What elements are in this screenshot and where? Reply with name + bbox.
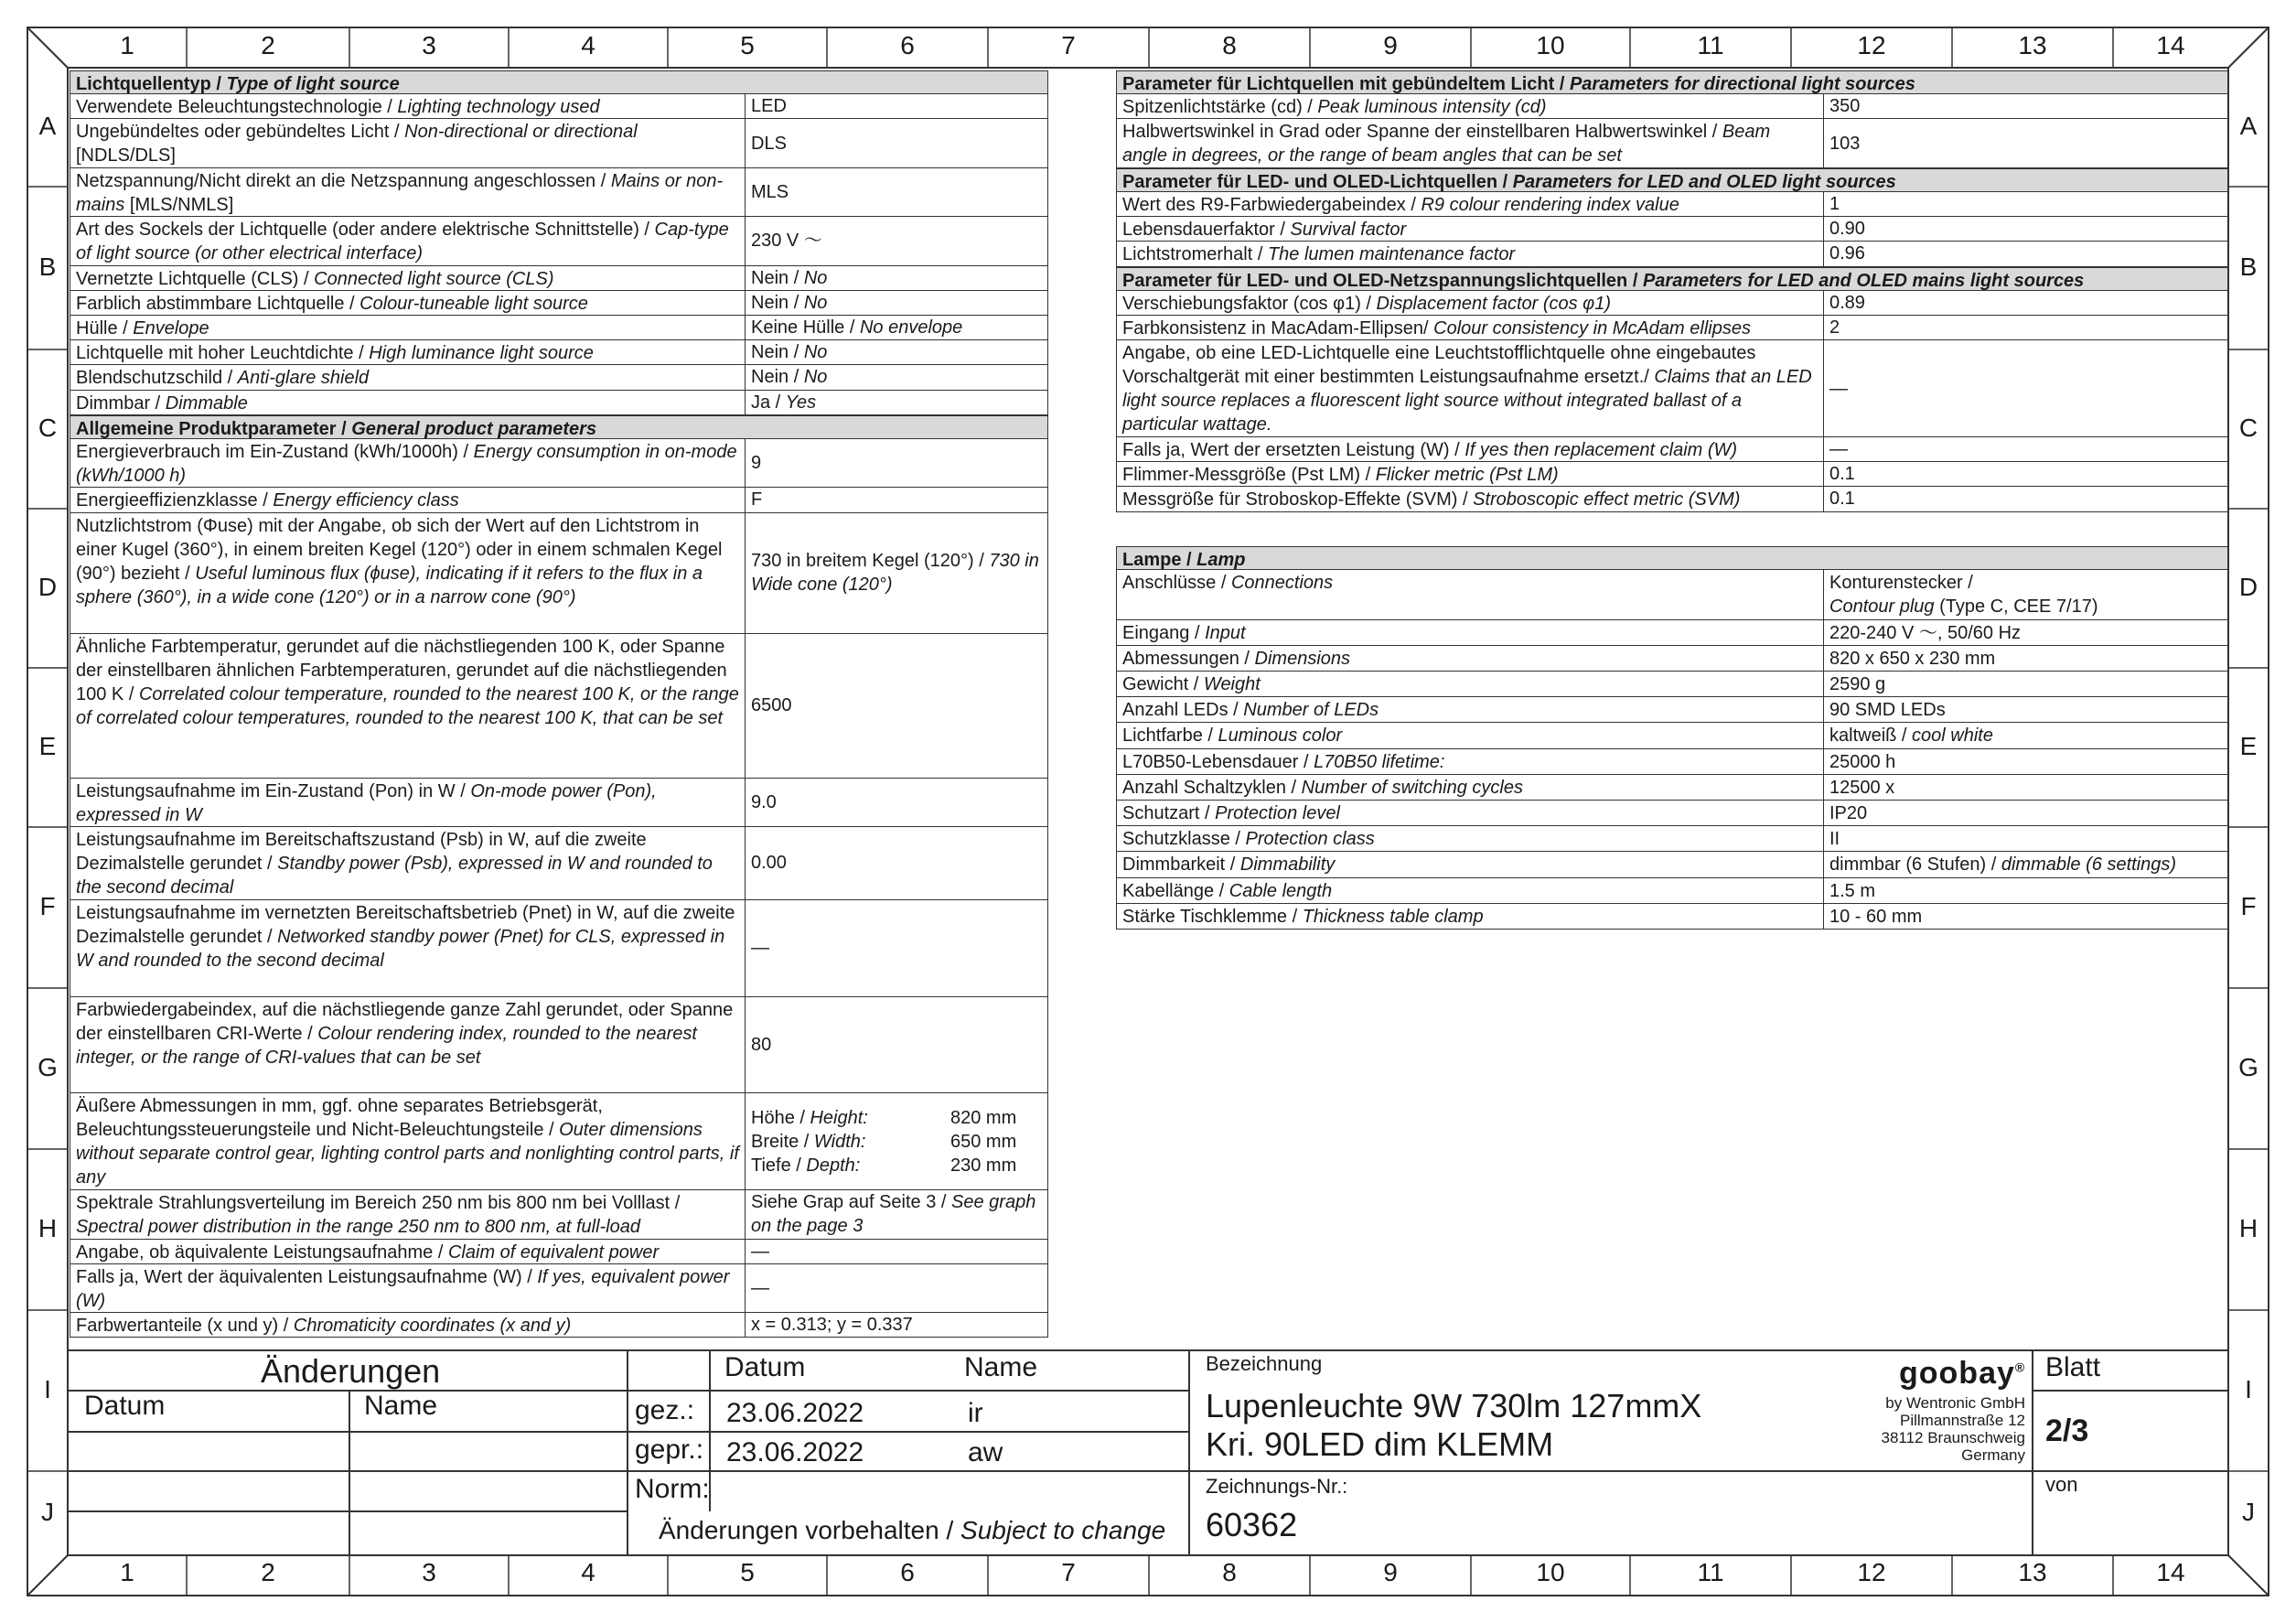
- subject-to-change: Änderungen vorbehalten / Subject to change: [659, 1516, 1166, 1544]
- right-row-label: F: [2240, 892, 2257, 920]
- spec-label: Angabe, ob äquivalente Leistungsaufnahme / Claim of equivalent power: [70, 1240, 746, 1264]
- spec-value: DLS: [746, 119, 1048, 167]
- spec-value: Siehe Grap auf Seite 3 / See graph on the page 3: [746, 1190, 1048, 1239]
- spec-label: Messgröße für Stroboskop-Effekte (SVM) / Stroboscopic effect metric (SVM): [1116, 487, 1824, 511]
- spec-value: 350: [1824, 94, 2228, 119]
- spec-label: Verwendete Beleuchtungstechnologie / Lighting technology used: [70, 94, 746, 119]
- spec-value: 80: [746, 997, 1048, 1094]
- sheet-number: 2/3: [2045, 1413, 2089, 1448]
- right-row-label: I: [2245, 1375, 2252, 1403]
- lamp-value: 820 x 650 x 230 mm: [1824, 646, 2228, 672]
- spec-label: Äußere Abmessungen in mm, ggf. ohne separates Betriebsgerät, Beleuchtungssteuerungsteile und Nicht-Beleuchtungsteile / Outer dimensions without separate control gear, lighting control parts and nonlighting control parts, if any: [70, 1093, 746, 1190]
- lamp-label: Abmessungen / Dimensions: [1116, 646, 1824, 672]
- goobay-logo: goobay®: [1899, 1356, 2026, 1391]
- lamp-value: IP20: [1824, 801, 2228, 826]
- changes-date-label: Datum: [84, 1391, 166, 1421]
- left-row-label: J: [41, 1498, 54, 1526]
- bottom-column-label: 3: [422, 1558, 436, 1586]
- spec-value: F: [746, 488, 1048, 512]
- top-column-label: 1: [120, 31, 134, 59]
- spec-label: Nutzlichtstrom (Φuse) mit der Angabe, ob sich der Wert auf den Lichtstrom in einer Kugel (360°), in einem breiten Kegel (120°) oder in einem schmalen Kegel (90°) bezieht / Useful luminous flux (ϕuse), indicating if it refers to the flux in a sphere (360°), in a wide cone (120°) or in a narrow cone (90°): [70, 513, 746, 634]
- spec-value: —: [1824, 437, 2228, 462]
- bottom-column-label: 2: [261, 1558, 275, 1586]
- lamp-label: Schutzklasse / Protection class: [1116, 826, 1824, 852]
- spec-label: Angabe, ob eine LED-Lichtquelle eine Leuchtstofflichtquelle ohne eingebautes Vorschaltgerät mit einer bestimmten Leistungsaufnahme ersetzt./ Claims that an LED light source replaces a fluorescent light source without integrated ballast of a particular wattage.: [1116, 340, 1824, 437]
- right-row-label: A: [2239, 112, 2258, 140]
- spec-label: Leistungsaufnahme im vernetzten Bereitschaftsbetrieb (Pnet) in W, auf die zweite Dezimalstelle gerundet / Networked standby power (Pnet) for CLS, expressed in W and rounded to the second decimal: [70, 900, 746, 997]
- spec-value: 2: [1824, 316, 2228, 340]
- right-row-label: J: [2242, 1498, 2255, 1526]
- right-row-label: H: [2238, 1214, 2258, 1242]
- lamp-value: 220-240 V ～, 50/60 Hz: [1824, 620, 2228, 646]
- spec-value: 0.96: [1824, 242, 2228, 266]
- top-column-label: 13: [2018, 31, 2047, 59]
- spec-value: 0.00: [746, 827, 1048, 900]
- spec-value: 6500: [746, 634, 1048, 779]
- spec-value: Nein / No: [746, 291, 1048, 316]
- lamp-label: Dimmbarkeit / Dimmability: [1116, 852, 1824, 877]
- right-row-label: B: [2239, 253, 2258, 281]
- top-column-label: 10: [1536, 31, 1565, 59]
- spec-label: Halbwertswinkel in Grad oder Spanne der einstellbaren Halbwertswinkel / Beam angle in degrees, or the range of beam angles that can be set: [1116, 119, 1824, 167]
- checked-label: gepr.:: [635, 1435, 704, 1465]
- spec-label: Farbwertanteile (x und y) / Chromaticity coordinates (x and y): [70, 1313, 746, 1338]
- section-header: Parameter für Lichtquellen mit gebündeltem Licht / Parameters for directional light sources: [1116, 70, 2228, 94]
- drawn-name: ir: [968, 1398, 983, 1428]
- left-row-label: D: [38, 573, 58, 601]
- spec-label: Leistungsaufnahme im Bereitschaftszustand (Psb) in W, auf die zweite Dezimalstelle gerundet / Standby power (Psb), expressed in W and rounded to the second decimal: [70, 827, 746, 900]
- dimension-line: Höhe / Height: 820 mm: [751, 1107, 1017, 1128]
- drawing-number-label: Zeichnungs-Nr.:: [1206, 1475, 1348, 1498]
- top-column-label: 5: [740, 31, 755, 59]
- spec-value: —: [746, 1240, 1048, 1264]
- spec-label: Spitzenlichtstärke (cd) / Peak luminous intensity (cd): [1116, 94, 1824, 119]
- lamp-label: Anschlüsse / Connections: [1116, 570, 1824, 619]
- top-column-label: 12: [1857, 31, 1886, 59]
- changes-heading: Änderungen: [261, 1352, 441, 1390]
- lamp-label: Gewicht / Weight: [1116, 672, 1824, 697]
- right-row-label: G: [2238, 1053, 2258, 1081]
- top-column-label: 3: [422, 31, 436, 59]
- lamp-value: Konturenstecker / Contour plug (Type C, CEE 7/17): [1824, 570, 2228, 619]
- product-title-line2: Kri. 90LED dim KLEMM: [1206, 1425, 1554, 1463]
- lamp-label: Anzahl Schaltzyklen / Number of switching cycles: [1116, 775, 1824, 801]
- top-column-label: 8: [1222, 31, 1237, 59]
- spec-label: Netzspannung/Nicht direkt an die Netzspannung angeschlossen / Mains or non-mains [MLS/NMLS]: [70, 168, 746, 217]
- date-column-label: Datum: [724, 1352, 806, 1382]
- spec-value: 230 V ～: [746, 217, 1048, 265]
- spec-value: 9.0: [746, 779, 1048, 827]
- spec-label: Lichtquelle mit hoher Leuchtdichte / High luminance light source: [70, 340, 746, 365]
- bottom-column-label: 10: [1536, 1558, 1565, 1586]
- spec-label: Falls ja, Wert der ersetzten Leistung (W) / If yes then replacement claim (W): [1116, 437, 1824, 462]
- spec-value: —: [746, 1264, 1048, 1313]
- spec-value: Nein / No: [746, 365, 1048, 390]
- lamp-label: Eingang / Input: [1116, 620, 1824, 646]
- name-column-label: Name: [964, 1352, 1038, 1382]
- spec-value: 0.90: [1824, 217, 2228, 242]
- spec-label: Blendschutzschild / Anti-glare shield: [70, 365, 746, 390]
- bottom-column-label: 12: [1857, 1558, 1886, 1586]
- spec-label: Flimmer-Messgröße (Pst LM) / Flicker metric (Pst LM): [1116, 462, 1824, 487]
- spec-label: Spektrale Strahlungsverteilung im Bereich 250 nm bis 800 nm bei Volllast / Spectral power distribution in the range 250 nm to 800 nm, at full-load: [70, 1190, 746, 1239]
- spec-value: 103: [1824, 119, 2228, 167]
- bottom-column-label: 11: [1697, 1558, 1724, 1586]
- of-label: von: [2045, 1473, 2078, 1496]
- spec-value: 0.1: [1824, 462, 2228, 487]
- spec-value: Keine Hülle / No envelope: [746, 316, 1048, 340]
- lamp-label: Stärke Tischklemme / Thickness table clamp: [1116, 904, 1824, 930]
- spec-label: Verschiebungsfaktor (cos φ1) / Displacement factor (cos φ1): [1116, 291, 1824, 316]
- spec-label: Ungebündeltes oder gebündeltes Licht / Non-directional or directional [NDLS/DLS]: [70, 119, 746, 167]
- spec-value: Nein / No: [746, 266, 1048, 291]
- spec-label: Art des Sockels der Lichtquelle (oder andere elektrische Schnittstelle) / Cap-type of light source (or other electrical interface): [70, 217, 746, 265]
- right-row-label: E: [2239, 732, 2258, 760]
- right-row-label: C: [2238, 414, 2258, 442]
- lamp-value: 25000 h: [1824, 749, 2228, 775]
- spec-label: Dimmbar / Dimmable: [70, 391, 746, 415]
- dimension-line: Breite / Width: 650 mm: [751, 1131, 1017, 1152]
- top-column-label: 7: [1061, 31, 1076, 59]
- top-column-label: 4: [581, 31, 595, 59]
- spec-value: 0.1: [1824, 487, 2228, 511]
- lamp-value: 10 - 60 mm: [1824, 904, 2228, 930]
- lamp-value: 1.5 m: [1824, 878, 2228, 904]
- section-header: Allgemeine Produktparameter / General product parameters: [70, 415, 1048, 439]
- top-column-label: 14: [2156, 31, 2185, 59]
- bottom-column-label: 7: [1061, 1558, 1076, 1586]
- left-row-label: C: [38, 414, 58, 442]
- spec-label: Farbkonsistenz in MacAdam-Ellipsen/ Colour consistency in McAdam ellipses: [1116, 316, 1824, 340]
- spec-value: 0.89: [1824, 291, 2228, 316]
- bottom-column-label: 9: [1383, 1558, 1398, 1586]
- spec-value: 9: [746, 439, 1048, 488]
- sheet-label: Blatt: [2045, 1352, 2101, 1382]
- spec-label: Hülle / Envelope: [70, 316, 746, 340]
- spec-value: 730 in breitem Kegel (120°) / 730 in Wide cone (120°): [746, 513, 1048, 634]
- lamp-value: 90 SMD LEDs: [1824, 697, 2228, 723]
- lamp-value: 12500 x: [1824, 775, 2228, 801]
- spec-label: Falls ja, Wert der äquivalenten Leistungsaufnahme (W) / If yes, equivalent power (W): [70, 1264, 746, 1313]
- lamp-label: Schutzart / Protection level: [1116, 801, 1824, 826]
- checked-name: aw: [968, 1437, 1003, 1467]
- spec-value: —: [746, 900, 1048, 997]
- spec-label: Ähnliche Farbtemperatur, gerundet auf die nächstliegenden 100 K, oder Spanne der einstellbaren ähnlichen Farbtemperaturen, gerundet auf die nächstliegenden 100 K / Correlated colour temperature, rounded to the nearest 100 K, or the range of correlated colour temperatures, rounded to the nearest 100 K, that can be set: [70, 634, 746, 779]
- spec-label: Vernetzte Lichtquelle (CLS) / Connected light source (CLS): [70, 266, 746, 291]
- spec-label: Leistungsaufnahme im Ein-Zustand (Pon) in W / On-mode power (Pon), expressed in W: [70, 779, 746, 827]
- top-column-label: 6: [900, 31, 915, 59]
- changes-name-label: Name: [364, 1391, 438, 1421]
- spec-value: MLS: [746, 168, 1048, 217]
- drawn-label: gez.:: [635, 1395, 695, 1425]
- spec-label: Lichtstromerhalt / The lumen maintenance factor: [1116, 242, 1824, 266]
- bottom-column-label: 5: [740, 1558, 755, 1586]
- lamp-value: II: [1824, 826, 2228, 852]
- spec-label: Farblich abstimmbare Lichtquelle / Colour-tuneable light source: [70, 291, 746, 316]
- top-column-label: 2: [261, 31, 275, 59]
- designation-label: Bezeichnung: [1206, 1352, 1323, 1375]
- spec-value: Ja / Yes: [746, 391, 1048, 415]
- section-header: Lichtquellentyp / Type of light source: [70, 70, 1048, 94]
- company-address: by Wentronic GmbH Pillmannstraße 12 38112 Braunschweig Germany: [1881, 1394, 2025, 1464]
- spec-value: x = 0.313; y = 0.337: [746, 1313, 1048, 1338]
- left-row-label: G: [38, 1053, 58, 1081]
- top-column-label: 11: [1697, 31, 1724, 59]
- lamp-label: L70B50-Lebensdauer / L70B50 lifetime:: [1116, 749, 1824, 775]
- lamp-label: Kabellänge / Cable length: [1116, 878, 1824, 904]
- left-row-label: H: [38, 1214, 58, 1242]
- right-row-label: D: [2238, 573, 2258, 601]
- left-row-label: I: [44, 1375, 51, 1403]
- top-column-label: 9: [1383, 31, 1398, 59]
- spec-value: LED: [746, 94, 1048, 119]
- spec-label: Wert des R9-Farbwiedergabeindex / R9 colour rendering index value: [1116, 192, 1824, 217]
- drawing-number: 60362: [1206, 1506, 1298, 1543]
- dimension-line: Tiefe / Depth: 230 mm: [751, 1155, 1017, 1176]
- spec-label: Energieverbrauch im Ein-Zustand (kWh/1000h) / Energy consumption in on-mode (kWh/1000 h): [70, 439, 746, 488]
- bottom-column-label: 13: [2018, 1558, 2047, 1586]
- bottom-column-label: 6: [900, 1558, 915, 1586]
- lamp-value: kaltweiß / cool white: [1824, 723, 2228, 748]
- lamp-label: Lichtfarbe / Luminous color: [1116, 723, 1824, 748]
- bottom-column-label: 14: [2156, 1558, 2185, 1586]
- lamp-value: dimmbar (6 Stufen) / dimmable (6 settings): [1824, 852, 2228, 877]
- spec-value: Nein / No: [746, 340, 1048, 365]
- section-header: Parameter für LED- und OLED-Netzspannungslichtquellen / Parameters for LED and OLED mains light sources: [1116, 267, 2228, 291]
- spec-label: Farbwiedergabeindex, auf die nächstliegende ganze Zahl gerundet, oder Spanne der einstellbaren CRI-Werte / Colour rendering index, rounded to the nearest integer, or the range of CRI-values that can be set: [70, 997, 746, 1094]
- spec-value: 1: [1824, 192, 2228, 217]
- bottom-column-label: 1: [120, 1558, 134, 1586]
- left-row-label: B: [38, 253, 57, 281]
- spec-label: Lebensdauerfaktor / Survival factor: [1116, 217, 1824, 242]
- spec-label: Energieeffizienzklasse / Energy efficiency class: [70, 488, 746, 512]
- left-row-label: E: [38, 732, 57, 760]
- checked-date: 23.06.2022: [726, 1437, 864, 1467]
- drawn-date: 23.06.2022: [726, 1398, 864, 1428]
- section-header: Lampe / Lamp: [1116, 546, 2228, 570]
- lamp-value: 2590 g: [1824, 672, 2228, 697]
- lamp-label: Anzahl LEDs / Number of LEDs: [1116, 697, 1824, 723]
- left-row-label: A: [38, 112, 57, 140]
- spec-value: —: [1824, 340, 2228, 437]
- product-title-line1: Lupenleuchte 9W 730lm 127mmX: [1206, 1387, 1702, 1424]
- norm-label: Norm:: [635, 1474, 710, 1504]
- left-row-label: F: [39, 892, 56, 920]
- bottom-column-label: 8: [1222, 1558, 1237, 1586]
- section-header: Parameter für LED- und OLED-Lichtquellen / Parameters for LED and OLED light sources: [1116, 168, 2228, 192]
- bottom-column-label: 4: [581, 1558, 595, 1586]
